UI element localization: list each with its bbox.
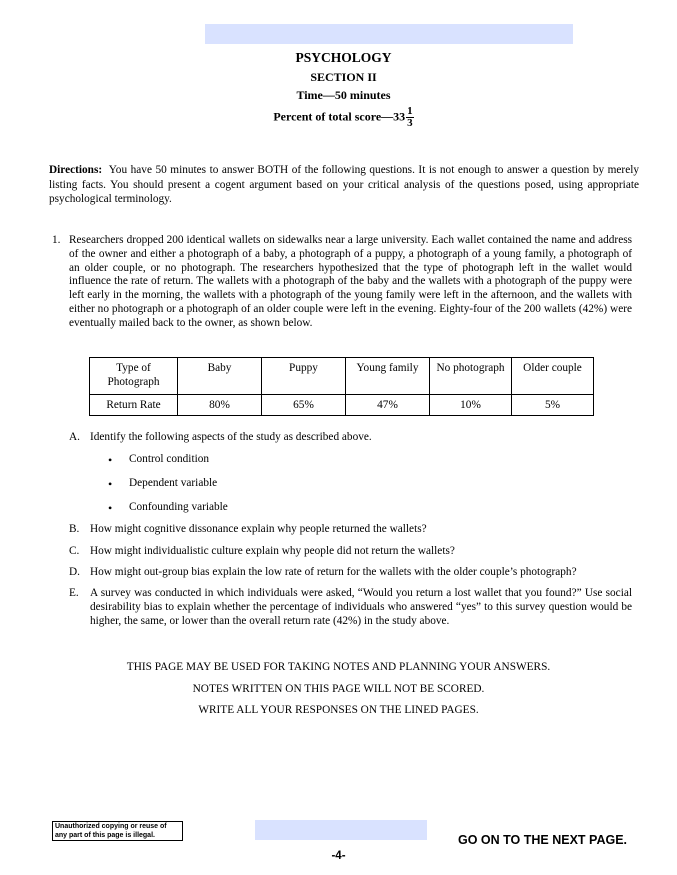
table-cell: 10% [430,395,512,416]
section-label: SECTION II [310,70,377,84]
fraction-numerator: 1 [407,105,413,117]
bullet-icon: • [108,453,113,467]
bullet-text: Dependent variable [129,477,218,489]
bullet-text: Control condition [129,453,210,465]
table-header-cell: Young family [346,358,430,395]
next-page-label: GO ON TO THE NEXT PAGE. [458,833,628,847]
part-letter: C. [69,545,80,557]
score-percent [5,106,677,129]
table-header-cell: Type of Photograph [90,358,178,395]
bullet-text: Confounding variable [129,501,228,513]
table-cell: 80% [178,395,262,416]
notice-line-2: NOTES WRITTEN ON THIS PAGE WILL NOT BE SCORED. [192,683,485,695]
part-text: How might cognitive dissonance explain why people returned the wallets? [90,523,427,535]
part-letter: B. [69,523,80,535]
question-number: 1. [52,234,61,246]
copyright-notice: Unauthorized copying or reuse of any part of this page is illegal. [52,821,183,841]
table-cell: 5% [512,395,594,416]
score-fraction [406,106,414,129]
table-cell: 47% [346,395,430,416]
directions-paragraph [49,163,639,207]
table-header-cell: Puppy [262,358,346,395]
table-header-row [90,358,594,395]
score-label: Percent of total score—33 [273,109,406,124]
directions-text: You have 50 minutes to answer BOTH of the following questions. It is not enough to answer a question by merely listing facts. You should present a cogent argument based on your critical analysis of the questions posed, using appropriate psychological terminology. [49,164,640,205]
table-header-cell: Older couple [512,358,594,395]
part-text: How might individualistic culture explain why people did not return the wallets? [90,545,455,557]
part-letter: A. [69,431,80,443]
notice-line-1: THIS PAGE MAY BE USED FOR TAKING NOTES AND PLANNING YOUR ANSWERS. [126,661,551,673]
table-cell: 65% [262,395,346,416]
question-text: Researchers dropped 200 identical wallets on sidewalks near a large university. Each wallet contained the name and address of the owner and either a photograph of a baby, a photograph of a puppy, a photograph of a young family, a photograph of an older couple, or no photograph. The researchers hypothesized that the type of photograph left in the wallet would influence the rate of return. The wallets with a photograph of the baby and the wallets with a photograph of the puppy were left early in the morning, the wallets with a photograph of the young family were left in the afternoon, and the wallets with either no photograph or a photograph of an older couple were left in the evening. Eighty-four of the 200 wallets (42%) were eventually mailed back to the owner, as shown below. [69,234,632,329]
results-table [89,357,594,416]
directions-label: Directions: [49,164,103,176]
part-text: Identify the following aspects of the study as described above. [90,431,372,443]
page-number: -4- [331,850,346,862]
part-text: How might out-group bias explain the low rate of return for the wallets with the older couple’s photograph? [90,566,577,578]
part-letter: E. [69,587,79,599]
fraction-denominator: 3 [407,117,413,129]
table-header-cell: No photograph [430,358,512,395]
table-row [90,395,594,416]
footer-highlight-bar [255,820,427,840]
part-text: A survey was conducted in which individuals were asked, “Would you return a lost wallet that you found?” Use social desirability bias to explain whether the percentage of individuals who answered “yes” to this survey question would be higher, the same, or lower than the overall return rate (42%) in the study above. [90,587,632,627]
bullet-icon: • [108,501,113,515]
table-header-cell: Baby [178,358,262,395]
table-row-label: Return Rate [90,395,178,416]
time-limit: Time—50 minutes [296,88,391,102]
header-highlight-bar [205,24,573,44]
notice-line-3: WRITE ALL YOUR RESPONSES ON THE LINED PAGES. [198,704,479,716]
part-letter: D. [69,566,80,578]
exam-title: PSYCHOLOGY [295,50,392,65]
bullet-icon: • [108,477,113,491]
